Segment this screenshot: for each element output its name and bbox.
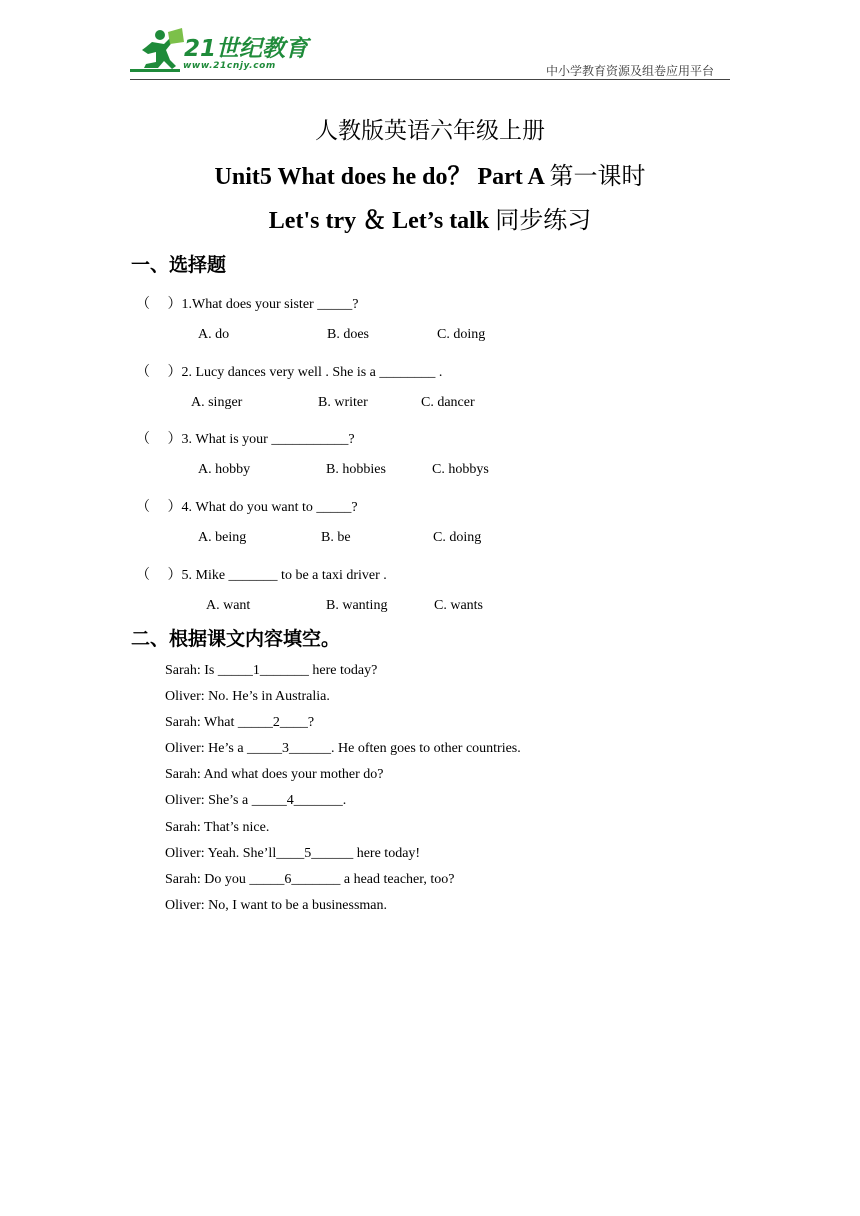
- option-b: B. be: [321, 530, 351, 545]
- option-a: A. being: [198, 530, 247, 545]
- lesson-title: [0, 200, 860, 235]
- option-c: C. wants: [434, 598, 483, 613]
- dialogue-line: Oliver: No, I want to be a businessman.: [165, 898, 388, 913]
- dialogue-line: Sarah: What _____2____?: [165, 715, 315, 730]
- question-stem: （ ）5. Mike _______ to be a taxi driver .: [136, 568, 387, 583]
- unit-title-en: Unit5 What does he do？ Part A: [214, 164, 544, 190]
- dialogue-line: Sarah: And what does your mother do?: [165, 767, 384, 782]
- option-b: B. writer: [318, 395, 368, 410]
- option-a: A. singer: [191, 395, 243, 410]
- question-stem: （ ）2. Lucy dances very well . She is a ________ .: [136, 365, 443, 380]
- option-b: B. does: [327, 327, 369, 342]
- question-stem: （ ）3. What is your ___________?: [136, 432, 355, 447]
- question-stem: （ ）1.What does your sister _____?: [136, 297, 359, 312]
- option-c: C. hobbys: [432, 462, 489, 477]
- dialogue-line: Oliver: Yeah. She’ll____5______ here today!: [165, 846, 421, 861]
- logo-text: 21世纪教育: [184, 36, 309, 62]
- option-a: A. do: [198, 327, 230, 342]
- dialogue-line: Sarah: Is _____1_______ here today?: [165, 663, 378, 678]
- option-c: C. doing: [437, 327, 486, 342]
- option-b: B. hobbies: [326, 462, 386, 477]
- option-a: A. hobby: [198, 462, 251, 477]
- dialogue-line: Oliver: No. He’s in Australia.: [165, 689, 330, 704]
- option-b: B. wanting: [326, 598, 388, 613]
- lesson-title-en: Let's try ＆ Let’s talk: [268, 208, 490, 234]
- book-title: 人教版英语六年级上册: [315, 118, 545, 144]
- section-heading-fill: 二、根据课文内容填空。: [131, 628, 341, 650]
- section-heading-choice: 一、选择题: [131, 254, 227, 276]
- dialogue-line: Sarah: That’s nice.: [165, 820, 270, 835]
- question-stem: （ ）4. What do you want to _____?: [136, 500, 358, 515]
- dialogue-line: Sarah: Do you _____6_______ a head teacher, too?: [165, 872, 455, 887]
- unit-title-cn: 第一课时: [549, 162, 646, 190]
- unit-title: [0, 156, 860, 191]
- option-c: C. doing: [433, 530, 482, 545]
- logo-url: www.21cnjy.com: [183, 61, 276, 71]
- lesson-title-cn: 同步练习: [495, 206, 592, 234]
- dialogue-line: Oliver: He’s a _____3______. He often goes to other countries.: [165, 741, 521, 756]
- dialogue-line: Oliver: She’s a _____4_______.: [165, 793, 347, 808]
- header-divider: [130, 79, 730, 80]
- platform-label: 中小学教育资源及组卷应用平台: [545, 64, 714, 78]
- option-c: C. dancer: [421, 395, 475, 410]
- option-a: A. want: [206, 598, 251, 613]
